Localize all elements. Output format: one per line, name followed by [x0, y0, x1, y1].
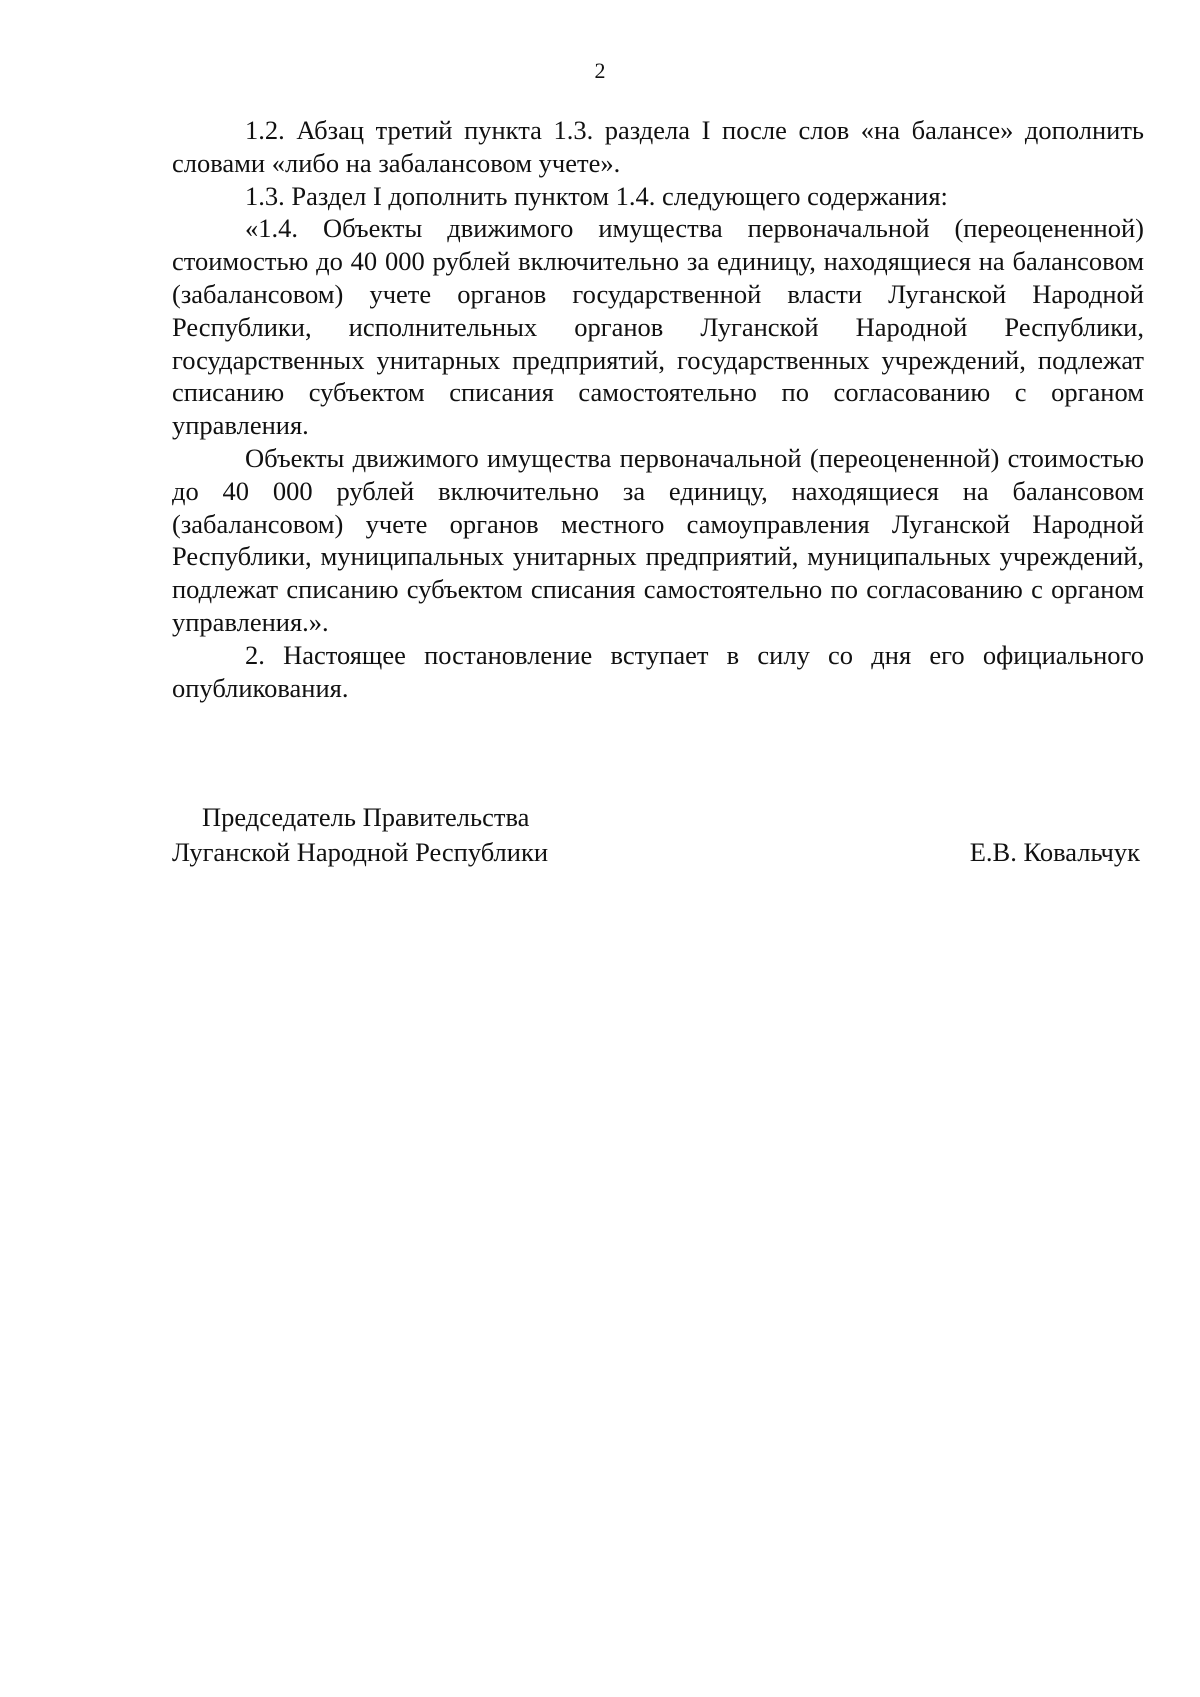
paragraph-clause-1-4-part-1: «1.4. Объекты движимого имущества первоначальной (переоцененной) стоимостью до 40 000 рублей включительно за единицу, находящиеся на балансовом (забалансовом) учете органов государственной власти Луганской Народной Республики, исполнительных органов Луганской Народной Республики, государственных унитарных предприятий, государственных учреждений, подлежат списанию субъектом списания самостоятельно по согласованию с органом управления. [172, 213, 1144, 441]
signatory-name: Е.В. Ковальчук [969, 837, 1140, 867]
paragraph-amendment-1-2: 1.2. Абзац третий пункта 1.3. раздела I после слов «на балансе» дополнить словами «либо на забалансовом учете». [172, 115, 1144, 178]
paragraph-amendment-1-3: 1.3. Раздел I дополнить пунктом 1.4. следующего содержания: [245, 180, 948, 211]
paragraph-effective-date: 2. Настоящее постановление вступает в силу со дня его официального опубликования. [172, 639, 1144, 703]
signatory-title-line-1: Председатель Правительства [202, 802, 530, 832]
signatory-title-line-2: Луганской Народной Республики [172, 837, 549, 867]
document-body [172, 114, 1144, 704]
page-number: 2 [594, 58, 606, 83]
paragraph-clause-1-4-part-2: Объекты движимого имущества первоначальной (переоцененной) стоимостью до 40 000 рублей включительно за единицу, находящиеся на балансовом (забалансовом) учете органов местного самоуправления Луганской Народной Республики, муниципальных унитарных предприятий, муниципальных учреждений, подлежат списанию субъектом списания самостоятельно по согласованию с органом управления.». [172, 442, 1144, 637]
